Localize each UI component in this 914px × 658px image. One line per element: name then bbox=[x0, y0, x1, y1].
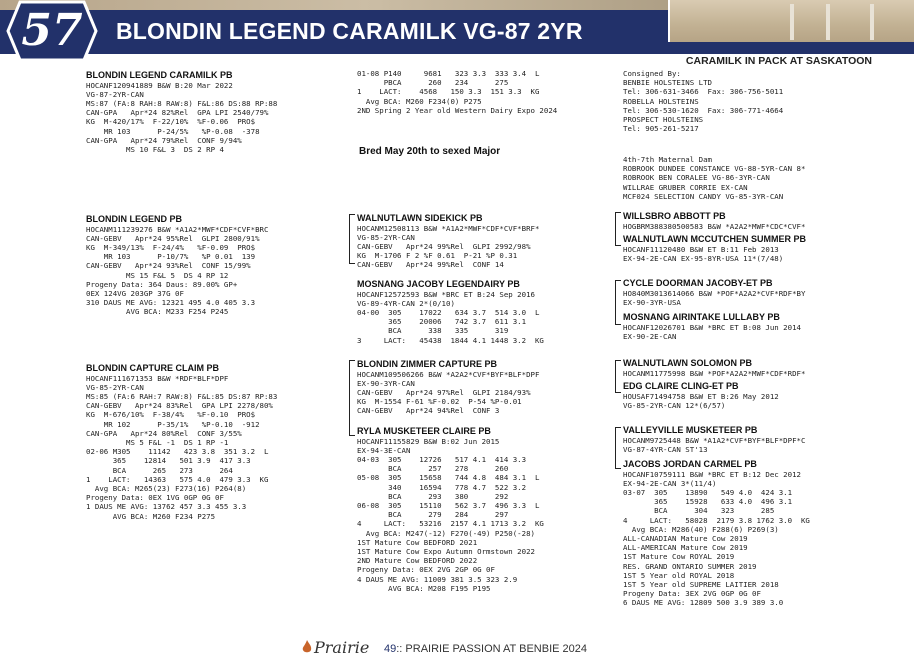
pedigree-entry bbox=[623, 211, 805, 231]
maternal-block bbox=[623, 155, 805, 201]
pedigree-entry bbox=[357, 279, 544, 345]
dam-name: BLONDIN CAPTURE CLAIM PB bbox=[86, 363, 219, 373]
pedigree-entry bbox=[623, 381, 779, 410]
footer-brand-logo: Prairie bbox=[314, 638, 370, 657]
pedigree-name: WALNUTLAWN SIDEKICK PB bbox=[357, 213, 483, 223]
pedigree-entry bbox=[623, 358, 805, 378]
consignor-block bbox=[623, 69, 783, 133]
dam-block bbox=[86, 363, 277, 521]
pedigree-details: HOCANF10759111 B&W *BRC ET B:12 Dec 2012 EX-94-2E-CAN 3*(11/4) 03-07 305 13890 549 4.0 424 3.1 365 15928 633 4.0 496 3.1 BCA 304 323 285 4 LACT: 58028 2179 3.8 1762 3.0 KG Avg BCA: M286(40) F288(6) P269(3) ALL-CANADIAN Mature Cow 2019 ALL-AMERICAN Mature Cow 2019 1ST Mature Cow ROYAL 2019 RES. GRAND ONTARIO SUMMER 2019 1ST 5 Year old ROYAL 2018 1ST 5 Year old SUPREME LAITIER 2018 Progeny Data: 3EX 2VG 0GP 0G 0F 6 DAUS ME AVG: 12809 500 3.9 389 3.0 bbox=[623, 469, 810, 608]
cow-photo bbox=[668, 0, 914, 42]
bred-note-text: Bred May 20th to sexed Major bbox=[359, 146, 501, 157]
maternal-details: 4th-7th Maternal Dam ROBROOK DUNDEE CONSTANCE VG-88-5YR-CAN 8* ROBROOK BEN CORALEE VG-86-3YR-CAN WILLRAE GRUBER CORRIE EX-CAN MCF024 SELECTION CANDY VG-85-3YR-CAN bbox=[623, 155, 806, 201]
pedigree-name: BLONDIN ZIMMER CAPTURE PB bbox=[357, 359, 497, 369]
dam-details: HOCANF111671353 B&W *RDF*BLF*DPF VG-85-2YR-CAN MS:85 (FA:6 RAH:7 RAW:8) F&L:85 DS:87 RP:83 CAN-GEBV Apr*24 83%Rel GPA LPI 2278/80% KG M-676/10% F-38/4% %F-0.10 PRO$ MR 102 P-35/1% %P-0.10 -912 CAN-GPA Apr*24 80%Rel CONF 3/55% MS 5 F&L -1 DS 1 RP -1 02-06 M305 11142 423 3.8 351 3.2 L 365 12814 501 3.9 417 3.3 BCA 265 273 264 1 LACT: 14363 575 4.0 479 3.3 KG Avg BCA: M265(23) F273(16) P264(8) Progeny Data: 0EX 1VG 0GP 0G 0F 1 DAUS ME AVG: 13762 457 3.3 455 3.3 AVG BCA: M260 F234 P275 bbox=[86, 373, 278, 521]
pedigree-bracket bbox=[615, 360, 621, 393]
sire-block bbox=[86, 214, 268, 317]
photo-caption: CARAMILK IN PACK AT SASKATOON bbox=[685, 55, 872, 67]
pedigree-bracket bbox=[349, 214, 355, 264]
consignor-details: Consigned By: BENBIE HOLSTEINS LTD Tel: 306-631-3466 Fax: 306-756-5011 ROBELLA HOLSTEINS Tel: 306-530-1620 Fax: 306-771-4664 PROSPECT HOLSTEINS Tel: 905-261-5217 bbox=[623, 69, 784, 134]
pedigree-bracket bbox=[349, 360, 355, 436]
pedigree-details: HOCANM109506266 B&W *A2A2*CVF*BYF*BLF*DPF EX-90-3YR-CAN CAN-GEBV Apr*24 97%Rel GLPI 2184/93% KG M-1554 F-61 %F-0.02 P-54 %P-0.01 CAN-GEBV Apr*24 94%Rel CONF 3 bbox=[357, 369, 540, 416]
pedigree-details: HOCANM11775998 B&W *POF*A2A2*MWF*CDF*RDF* bbox=[623, 368, 806, 378]
pedigree-details: HOCANF11120480 B&W ET B:11 Feb 2013 EX-94-2E-CAN EX-95-8YR-USA 11*(7/48) bbox=[623, 244, 784, 263]
pedigree-bracket bbox=[615, 280, 621, 325]
pedigree-name: MOSNANG AIRINTAKE LULLABY PB bbox=[623, 312, 780, 322]
pedigree-details: HOCANM9725448 B&W *A1A2*CVF*BYF*BLF*DPF*C VG-87-4YR-CAN ST'13 bbox=[623, 435, 806, 454]
dam-lactation-continued bbox=[357, 69, 557, 115]
pedigree-entry bbox=[357, 359, 539, 416]
pedigree-details: HOGBRM388380500583 B&W *A2A2*MWF*CDC*CVF* bbox=[623, 221, 806, 231]
pedigree-entry bbox=[357, 213, 539, 270]
pedigree-details: HOCANF12026701 B&W *BRC ET B:08 Jun 2014 EX-90-2E-CAN bbox=[623, 322, 801, 341]
pedigree-bracket bbox=[615, 427, 621, 469]
pedigree-name: RYLA MUSKETEER CLAIRE PB bbox=[357, 426, 491, 436]
page-footer bbox=[0, 638, 914, 658]
sire-details: HOCANM111239276 B&W *A1A2*MWF*CDF*CVF*BRC CAN-GEBV Apr*24 95%Rel GLPI 2800/91% KG M-349/13% F-24/4% %F-0.09 PRO$ MR 103 P-10/7% %P 0.01 139 CAN-GEBV Apr*24 93%Rel CONF 15/99% MS 15 F&L 5 DS 4 RP 12 Progeny Data: 364 Daus: 89.00% GP+ 0EX 124VG 203GP 37G 0F 310 DAUS ME AVG: 12321 495 4.0 405 3.3 AVG BCA: M233 F254 P245 bbox=[86, 224, 269, 317]
pedigree-name: VALLEYVILLE MUSKETEER PB bbox=[623, 425, 758, 435]
pedigree-entry bbox=[623, 312, 801, 341]
bred-note bbox=[359, 146, 500, 157]
pedigree-details: HO840M3013614066 B&W *POF*A2A2*CVF*RDF*BY EX-90-3YR-USA bbox=[623, 288, 806, 307]
animal-details: HOCANF120941889 B&W B:20 Mar 2022 VG-87-2YR-CAN MS:87 (FA:8 RAH:8 RAW:8) F&L:86 DS:88 RP:88 CAN-GPA Apr*24 82%Rel GPA LPI 2540/79% KG M-420/17% F-22/10% %F-0.06 PRO$ MR 103 P-24/5% %P-0.08 -378 CAN-GPA Apr*24 79%Rel CONF 9/94% MS 10 F&L 3 DS 2 RP 4 bbox=[86, 80, 278, 154]
pedigree-details: HOCANF11155829 B&W B:02 Jun 2015 EX-94-3E-CAN 04-03 305 12726 517 4.1 414 3.3 BCA 257 278 260 05-08 305 15658 744 4.8 484 3.1 L 340 16594 778 4.7 522 3.2 BCA 293 380 292 06-08 305 15110 562 3.7 496 3.3 L BCA 279 284 297 4 LACT: 53216 2157 4.1 1713 3.2 KG Avg BCA: M247(-12) F270(-49) P250(-28) 1ST Mature Cow BEDFORD 2021 1ST Mature Cow Expo Autumn Ormstown 2022 2ND Mature Cow BEDFORD 2022 Progeny Data: 0EX 2VG 2GP 0G 0F 4 DAUS ME AVG: 11009 381 3.5 323 2.9 AVG BCA: M208 F195 P195 bbox=[357, 436, 544, 593]
sire-name: BLONDIN LEGEND PB bbox=[86, 214, 183, 224]
footer-text bbox=[384, 643, 587, 655]
pedigree-name: JACOBS JORDAN CARMEL PB bbox=[623, 459, 757, 469]
pedigree-bracket bbox=[615, 212, 621, 246]
pedigree-name: WALNUTLAWN SOLOMON PB bbox=[623, 358, 752, 368]
pedigree-details: HOCANM12508113 B&W *A1A2*MWF*CDF*CVF*BRF* VG-85-2YR-CAN CAN-GEBV Apr*24 99%Rel GLPI 2992/98% KG M-1706 F 2 %F 0.61 P-21 %P 0.31 CAN-GEBV Apr*24 99%Rel CONF 14 bbox=[357, 223, 540, 270]
page-number: 49 bbox=[384, 643, 397, 655]
page-title: BLONDIN LEGEND CARAMILK VG-87 2YR bbox=[116, 18, 583, 44]
pedigree-name: CYCLE DOORMAN JACOBY-ET PB bbox=[623, 278, 773, 288]
dam-lactation-details: 01-08 P140 9681 323 3.3 333 3.4 L PBCA 260 234 275 1 LACT: 4568 150 3.3 151 3.3 KG Avg BCA: M260 F234(0) P275 2ND Spring 2 Year old Western Dairy Expo 2024 bbox=[357, 69, 558, 115]
pedigree-entry bbox=[623, 425, 805, 454]
lot-number-badge bbox=[6, 0, 98, 62]
pedigree-entry bbox=[623, 234, 806, 263]
pedigree-details: HOCANF12572593 B&W *BRC ET B:24 Sep 2016 VG-89-4YR-CAN 2*(0/10) 04-00 305 17022 634 3.7 514 3.0 L 365 20006 742 3.7 611 3.1 BCA 338 335 319 3 LACT: 45438 1844 4.1 1448 3.2 KG bbox=[357, 289, 544, 345]
footer-title: :: PRAIRIE PASSION AT BENBIE 2024 bbox=[396, 643, 587, 655]
pedigree-name: WALNUTLAWN MCCUTCHEN SUMMER PB bbox=[623, 234, 806, 244]
pedigree-entry bbox=[623, 278, 805, 307]
pedigree-name: WILLSBRO ABBOTT PB bbox=[623, 211, 726, 221]
pedigree-entry bbox=[357, 426, 544, 593]
pedigree-details: HOUSAF71494758 B&W ET B:26 May 2012 VG-85-2YR-CAN 12*(6/57) bbox=[623, 391, 779, 410]
lot-number: 57 bbox=[21, 5, 83, 56]
pedigree-name: MOSNANG JACOBY LEGENDAIRY PB bbox=[357, 279, 520, 289]
flame-icon bbox=[302, 640, 312, 654]
pedigree-entry bbox=[623, 459, 810, 608]
animal-block bbox=[86, 70, 277, 154]
pedigree-name: EDG CLAIRE CLING-ET PB bbox=[623, 381, 739, 391]
animal-name: BLONDIN LEGEND CARAMILK PB bbox=[86, 70, 233, 80]
